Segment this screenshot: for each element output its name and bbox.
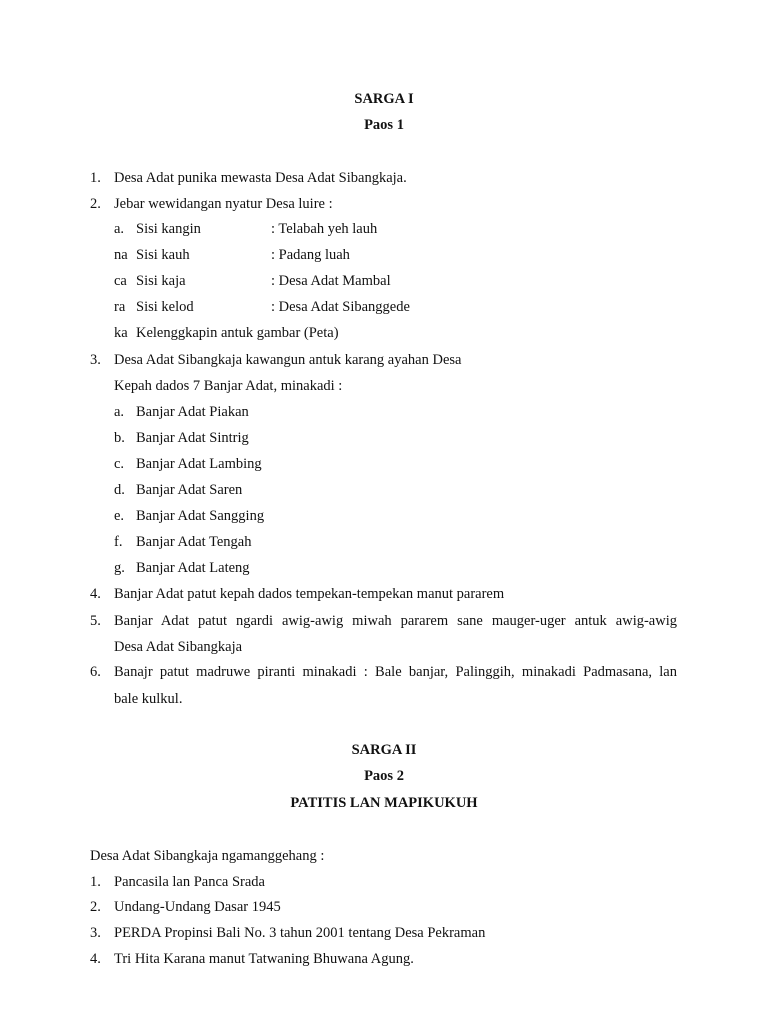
item-number: 3.: [90, 352, 101, 368]
sarga-1-title: SARGA I: [354, 91, 414, 107]
item-text: Undang-Undang Dasar 1945: [114, 899, 281, 915]
border-side: Sisi kauh: [136, 247, 190, 263]
banjar-name: Banjar Adat Lateng: [136, 560, 250, 576]
banjar-letter: a.: [114, 404, 125, 420]
banjar-letter: d.: [114, 482, 125, 498]
item-text-justified: Banjar Adat patut ngardi awig-awig miwah pararem sane mauger-uger antuk awig-awig: [114, 613, 677, 629]
banjar-name: Banjar Adat Lambing: [136, 456, 262, 472]
border-letter: na: [114, 247, 128, 263]
banjar-letter: f.: [114, 534, 123, 550]
banjar-letter: g.: [114, 560, 125, 576]
item-text: Tri Hita Karana manut Tatwaning Bhuwana Agung.: [114, 951, 414, 967]
banjar-name: Banjar Adat Sintrig: [136, 430, 249, 446]
banjar-letter: b.: [114, 430, 125, 446]
item-text: Jebar wewidangan nyatur Desa luire :: [114, 196, 333, 212]
border-side: Sisi kaja: [136, 273, 186, 289]
item-text: Desa Adat Sibangkaja: [114, 639, 243, 655]
item-number: 4.: [90, 951, 101, 967]
sarga-2-intro: Desa Adat Sibangkaja ngamanggehang :: [90, 848, 325, 864]
item-number: 5.: [90, 613, 101, 629]
banjar-name: Banjar Adat Tengah: [136, 534, 252, 550]
banjar-name: Banjar Adat Piakan: [136, 404, 249, 420]
border-letter: ca: [114, 273, 127, 289]
item-number: 2.: [90, 899, 101, 915]
banjar-letter: c.: [114, 456, 125, 472]
banjar-letter: e.: [114, 508, 125, 524]
item-number: 6.: [90, 664, 101, 680]
item-number: 1.: [90, 874, 101, 890]
item-text: Kepah dados 7 Banjar Adat, minakadi :: [114, 378, 343, 394]
border-value: : Telabah yeh lauh: [271, 221, 378, 237]
border-letter: ka: [114, 325, 128, 341]
border-value: : Desa Adat Sibanggede: [271, 299, 410, 315]
border-value: : Padang luah: [271, 247, 350, 263]
border-value: : Desa Adat Mambal: [271, 273, 391, 289]
border-letter: a.: [114, 221, 125, 237]
banjar-name: Banjar Adat Saren: [136, 482, 243, 498]
item-text-justified: Banajr patut madruwe piranti minakadi : Bale banjar, Palinggih, minakadi Padmasana, lan: [114, 664, 677, 680]
item-text: Desa Adat punika mewasta Desa Adat Sibangkaja.: [114, 170, 407, 186]
item-number: 2.: [90, 196, 101, 212]
border-side: Kelenggkapin antuk gambar (Peta): [136, 325, 339, 341]
item-text: Desa Adat Sibangkaja kawangun antuk karang ayahan Desa: [114, 352, 462, 368]
border-side: Sisi kangin: [136, 221, 201, 237]
item-number: 4.: [90, 586, 101, 602]
border-side: Sisi kelod: [136, 299, 194, 315]
item-text: bale kulkul.: [114, 691, 183, 707]
border-letter: ra: [114, 299, 126, 315]
item-text: Pancasila lan Panca Srada: [114, 874, 265, 890]
paos-1-heading: Paos 1: [364, 117, 404, 133]
item-number: 3.: [90, 925, 101, 941]
sarga-2-title: SARGA II: [351, 742, 417, 758]
item-text: PERDA Propinsi Bali No. 3 tahun 2001 tentang Desa Pekraman: [114, 925, 486, 941]
sarga-2-subtitle: PATITIS LAN MAPIKUKUH: [290, 795, 478, 811]
paos-2-heading: Paos 2: [364, 768, 404, 784]
item-number: 1.: [90, 170, 101, 186]
item-text: Banjar Adat patut kepah dados tempekan-tempekan manut pararem: [114, 586, 505, 602]
banjar-name: Banjar Adat Sangging: [136, 508, 265, 524]
